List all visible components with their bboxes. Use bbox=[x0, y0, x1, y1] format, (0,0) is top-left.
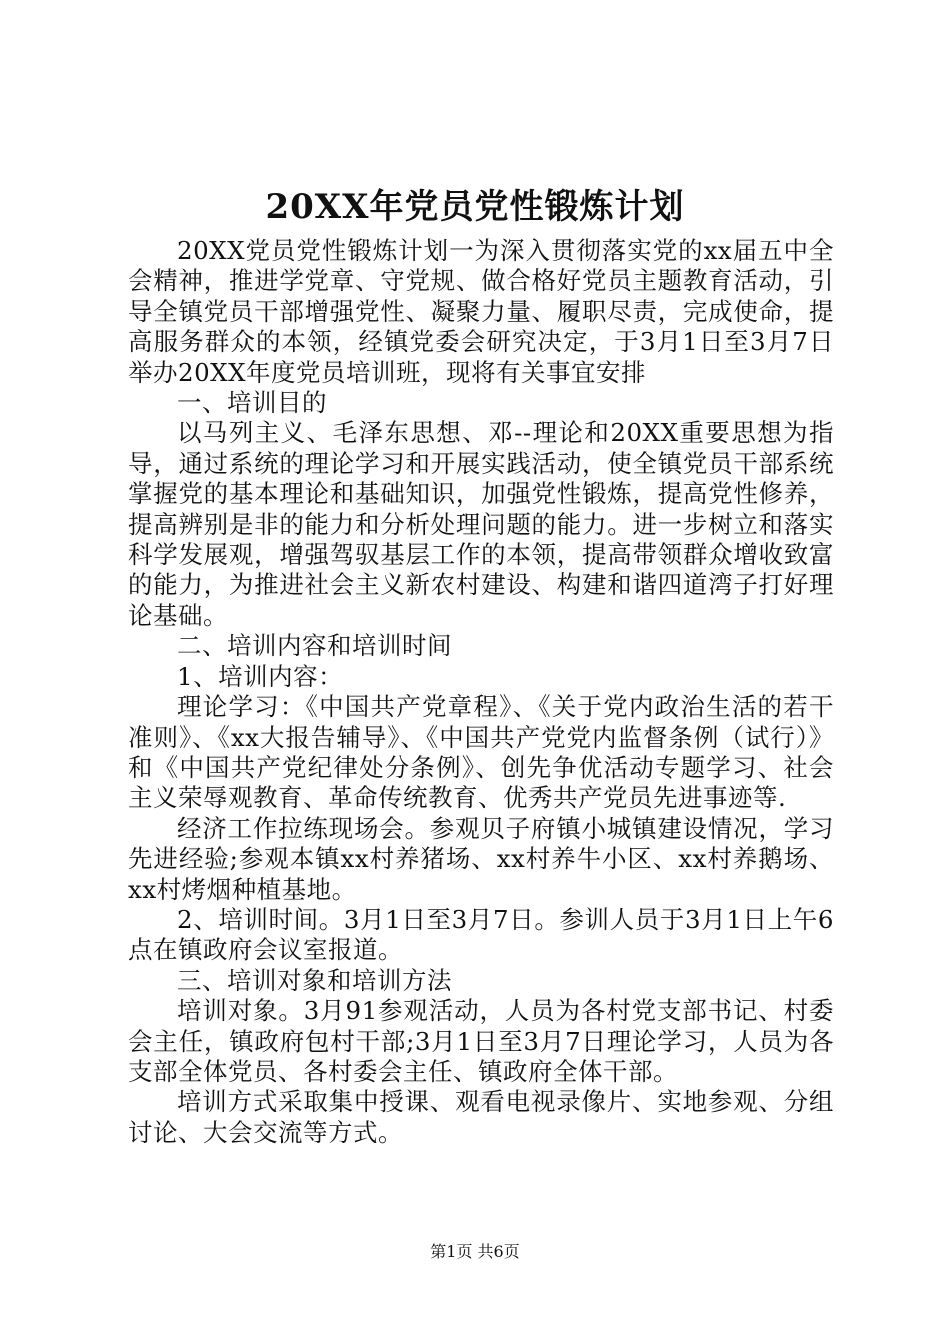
section-heading-content-time: 二、培训内容和培训时间 bbox=[177, 631, 452, 661]
section-heading-target-method: 三、培训对象和培训方法 bbox=[177, 965, 452, 995]
page-number-footer: 第1页 共6页 bbox=[430, 1242, 520, 1261]
training-time-paragraph: 2、培训时间。3月1日至3月7日。参训人员于3月1日上午6点在镇政府会议室报道。 bbox=[128, 904, 834, 965]
document-body bbox=[128, 236, 834, 1148]
intro-paragraph: 20XX党员党性锻炼计划一为深入贯彻落实党的xx届五中全会精神，推进学党章、守党规、做合格好党员主题教育活动，引导全镇党员干部增强党性、凝聚力量、履职尽责，完成使命，提高服务群众的本领，经镇党委会研究决定，于3月1日至3月7日举办20XX年度党员培训班，现将有关事宜安排 bbox=[128, 236, 834, 387]
purpose-paragraph: 以马列主义、毛泽东思想、邓--理论和20XX重要思想为指导，通过系统的理论学习和开展实践活动，使全镇党员干部系统掌握党的基本理论和基础知识，加强党性锻炼，提高党性修养，提高辨别是非的能力和分析处理问题的能力。进一步树立和落实科学发展观，增强驾驭基层工作的本领，提高带领群众增收致富的能力，为推进社会主义新农村建设、构建和谐四道湾子打好理论基础。 bbox=[128, 418, 834, 630]
training-method-paragraph: 培训方式采取集中授课、观看电视录像片、实地参观、分组讨论、大会交流等方式。 bbox=[128, 1087, 834, 1147]
training-target-paragraph: 培训对象。3月91参观活动，人员为各村党支部书记、村委会主任，镇政府包村干部;3月1日至3月7日理论学习，人员为各支部全体党员、各村委会主任、镇政府全体干部。 bbox=[128, 996, 834, 1086]
document-title: 20XX年党员党性锻炼计划 bbox=[265, 187, 685, 227]
theory-study-paragraph: 理论学习：《中国共产党章程》、《关于党内政治生活的若干准则》、《xx大报告辅导》、《中国共产党党内监督条例（试行）》和《中国共产党纪律处分条例》、创先争优活动专题学习、社会主义荣辱观教育、革命传统教育、优秀共产党员先进事迹等. bbox=[128, 692, 834, 813]
economic-work-paragraph: 经济工作拉练现场会。参观贝子府镇小城镇建设情况，学习先进经验;参观本镇xx村养猪场、xx村养牛小区、xx村养鹅场、xx村烤烟种植基地。 bbox=[128, 813, 834, 904]
section-heading-purpose: 一、培训目的 bbox=[177, 388, 327, 418]
subheading-content: 1、培训内容： bbox=[177, 661, 344, 691]
